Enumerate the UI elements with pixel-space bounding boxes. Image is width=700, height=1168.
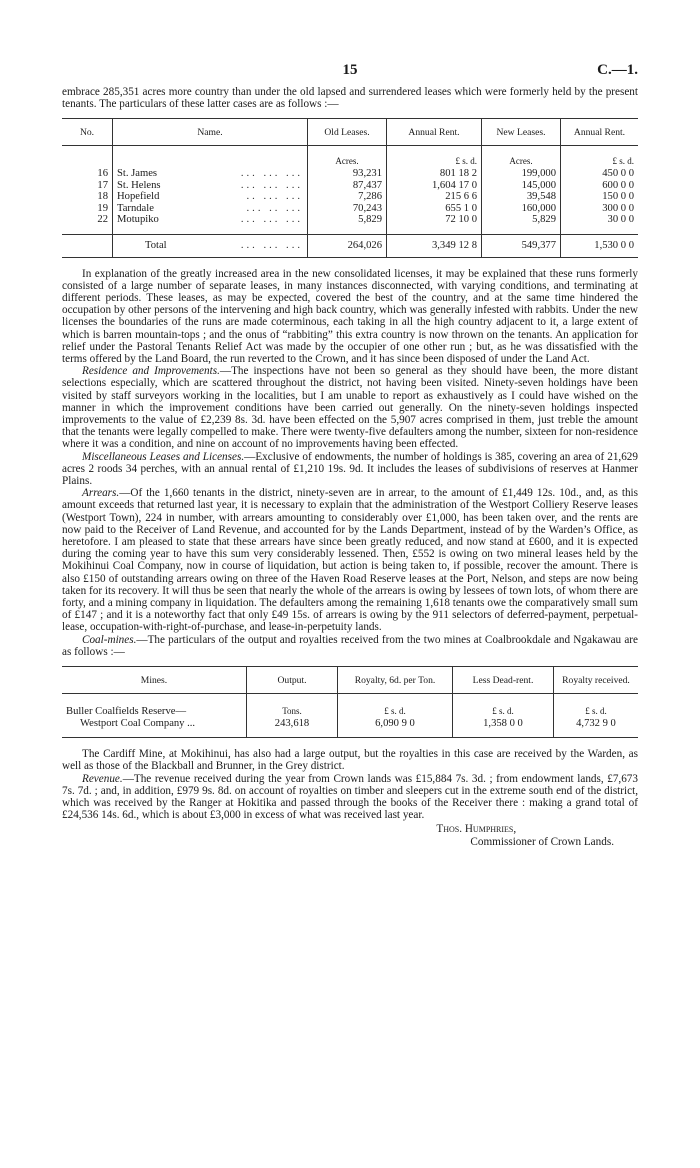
col-name: Name.: [113, 119, 308, 146]
col-annual-rent-new: Annual Rent.: [561, 119, 639, 146]
signature-name: Thos. Humphries,: [436, 823, 517, 836]
coal-row-names: Buller Coalfields Reserve— Tons. £ s. d. £ s. d. £ s. d.: [62, 694, 638, 718]
coal-table-header: [62, 667, 638, 694]
col-old-leases: Old Leases.: [308, 119, 387, 146]
table-row: 16 St. James ... ... ... 93,231 801 18 2 199,000 450 0 0: [62, 168, 638, 180]
table-row: Westport Coal Company ... 243,618 6,090 9 0 1,358 0 0 4,732 9 0: [62, 718, 638, 738]
paragraph-cardiff: The Cardiff Mine, at Mokihinui, has also had a large output, but the royalties in this case are received by the Warden, as well as those of the Blackball and Brunner, in the Grey district.: [62, 748, 638, 773]
col-royalty-received: Royalty received.: [554, 667, 639, 694]
document-page: [62, 62, 638, 849]
document-reference: C.—1.: [597, 62, 638, 78]
page-number: 15: [342, 62, 358, 78]
col-mines: Mines.: [62, 667, 247, 694]
paragraph-revenue: Revenue.—The revenue received during the year from Crown lands was £15,884 7s. 3d. ; from endowment lands, £7,673 7s. 7d. ; and, in addition, £979 9s. 8d. on account of royalties on timber and sleepers cut in the extreme south end of the district, which was received by the Ranger at Hokitika and passed through the books of the Receiver there : making a grand total of £24,536 14s. 6d., which is about £3,000 in excess of what was received last year.: [62, 772, 638, 822]
page-header: [62, 62, 638, 86]
intro-paragraph: embrace 285,351 acres more country than under the old lapsed and surrendered leases which were formerly held by the present tenants. The particulars of these latter cases are as follows :—: [62, 86, 638, 111]
col-no: No.: [62, 119, 113, 146]
signature-block: [62, 823, 638, 849]
paragraph-arrears: Arrears.—Of the 1,660 tenants in the district, ninety-seven are in arrear, to the amount of £1,449 12s. 10d., and, as this amount exceeds that returned last year, it is necessary to explain that the administration of the Westport Colliery Reserve leases (Westport Town), 224 in number, with arrears amounting to considerably over £1,000, has been taken over, and the rents are now paid to the Receiver of Land Revenue, and accounted for by the Lands Department, instead of by the Warden’s Office, as heretofore. I am pleased to state that these arrears have since been greatly reduced, and now stand at £600, and it is expected during the coming year to have this sum very considerably lessened. Then, £552 is owing on two mineral leases held by the Mokihinui Coal Company, now in course of liquidation, but action is being taken to, if possible, recover the amount. There is also £150 of outstanding arrears owing on three of the Haven Road Reserve leases at the Port, Nelson, and steps are now being taken for its recovery. It will thus be seen that nearly the whole of the arrears is owing by lessees of town lots, of whom there are forty, and a mining company in liquidation. The defaulters among the remaining 1,618 tenants owe the comparatively small sum of £147 ; and it is a noteworthy fact that only £49 15s. of arrears is owing by the 911 selectors of deferred-payment, perpetual-lease, occupation-with-right-of-purchase, and lease-in-perpetuity lands.: [62, 487, 638, 634]
col-output: Output.: [247, 667, 338, 694]
paragraph-miscellaneous: Miscellaneous Leases and Licenses.—Exclusive of endowments, the number of holdings is 385, covering an area of 21,629 acres 2 roods 34 perches, with an annual rental of £1,210 19s. 9d. It includes the leases of subdivisions of reserves at Hanmer Plains.: [62, 450, 638, 488]
table-row: 17 St. Helens ... ... ... 87,437 1,604 17 0 145,000 600 0 0: [62, 180, 638, 192]
paragraph-residence: Residence and Improvements.—The inspections have not been so general as they should have been, the more distant selections especially, which are scattered throughout the district, not having been visited. Ninety-seven holdings have been visited by staff surveyors working in the localities, but I am unable to report as exhaustively as I could have wished on the manner in which the improvement conditions have been carried out generally. On the ninety-seven holdings inspected improvements to the value of £2,239 8s. 3d. have been effected on the 5,907 acres comprised in them, just treble the amount that the tenants were legally compelled to make. There were twenty-five defaulters among the number, sixteen for non-residence where it was a condition, and nine on account of no improvements having been effected.: [62, 365, 638, 451]
coal-table: [62, 666, 638, 738]
table-row: 19 Tarndale ... .. ... 70,243 655 1 0 160,000 300 0 0: [62, 203, 638, 215]
runs-table: [62, 118, 638, 257]
units-row: Acres. £ s. d. Acres. £ s. d.: [62, 146, 638, 168]
col-new-leases: New Leases.: [482, 119, 561, 146]
runs-table-header: [62, 119, 638, 146]
signature-title: Commissioner of Crown Lands.: [470, 836, 614, 849]
total-row: Total ... ... ... 264,026 3,349 12 8 549,377 1,530 0 0: [62, 234, 638, 257]
col-annual-rent: Annual Rent.: [387, 119, 482, 146]
paragraph-explanation: In explanation of the greatly increased area in the new consolidated licenses, it may be explained that these runs formerly consisted of a large number of separate leases, in many instances disconnected, with varying conditions, and terminating at different periods. These leases, as may be expected, covered the best of the country, and at the same time hindered the occupation by other persons of the intervening and high back country, which was generally infested with rabbits. Under the new licenses the boundaries of the runs are made coterminous, each taking in all the high country adjacent to it, a large extent of which is barren mountain-tops ; and the onus of “rabbiting” this extra country is now thrown on the tenants. An application for relief under the Pastoral Tenants Relief Act was made by the occupier of one other run ; but, as he was dissatisfied with the terms offered by the Land Board, the run reverted to the Crown, and it has since been disposed of under the Land Act.: [62, 267, 638, 365]
table-row: 18 Hopefield .. ... ... 7,286 215 6 6 39,548 150 0 0: [62, 191, 638, 203]
col-royalty: Royalty, 6d. per Ton.: [338, 667, 453, 694]
table-row: 22 Motupiko ... ... ... 5,829 72 10 0 5,829 30 0 0: [62, 214, 638, 234]
col-less-dead-rent: Less Dead-rent.: [453, 667, 554, 694]
paragraph-coal-mines: Coal-mines.—The particulars of the output and royalties received from the two mines at Coalbrookdale and Ngakawau are as follows :—: [62, 633, 638, 658]
